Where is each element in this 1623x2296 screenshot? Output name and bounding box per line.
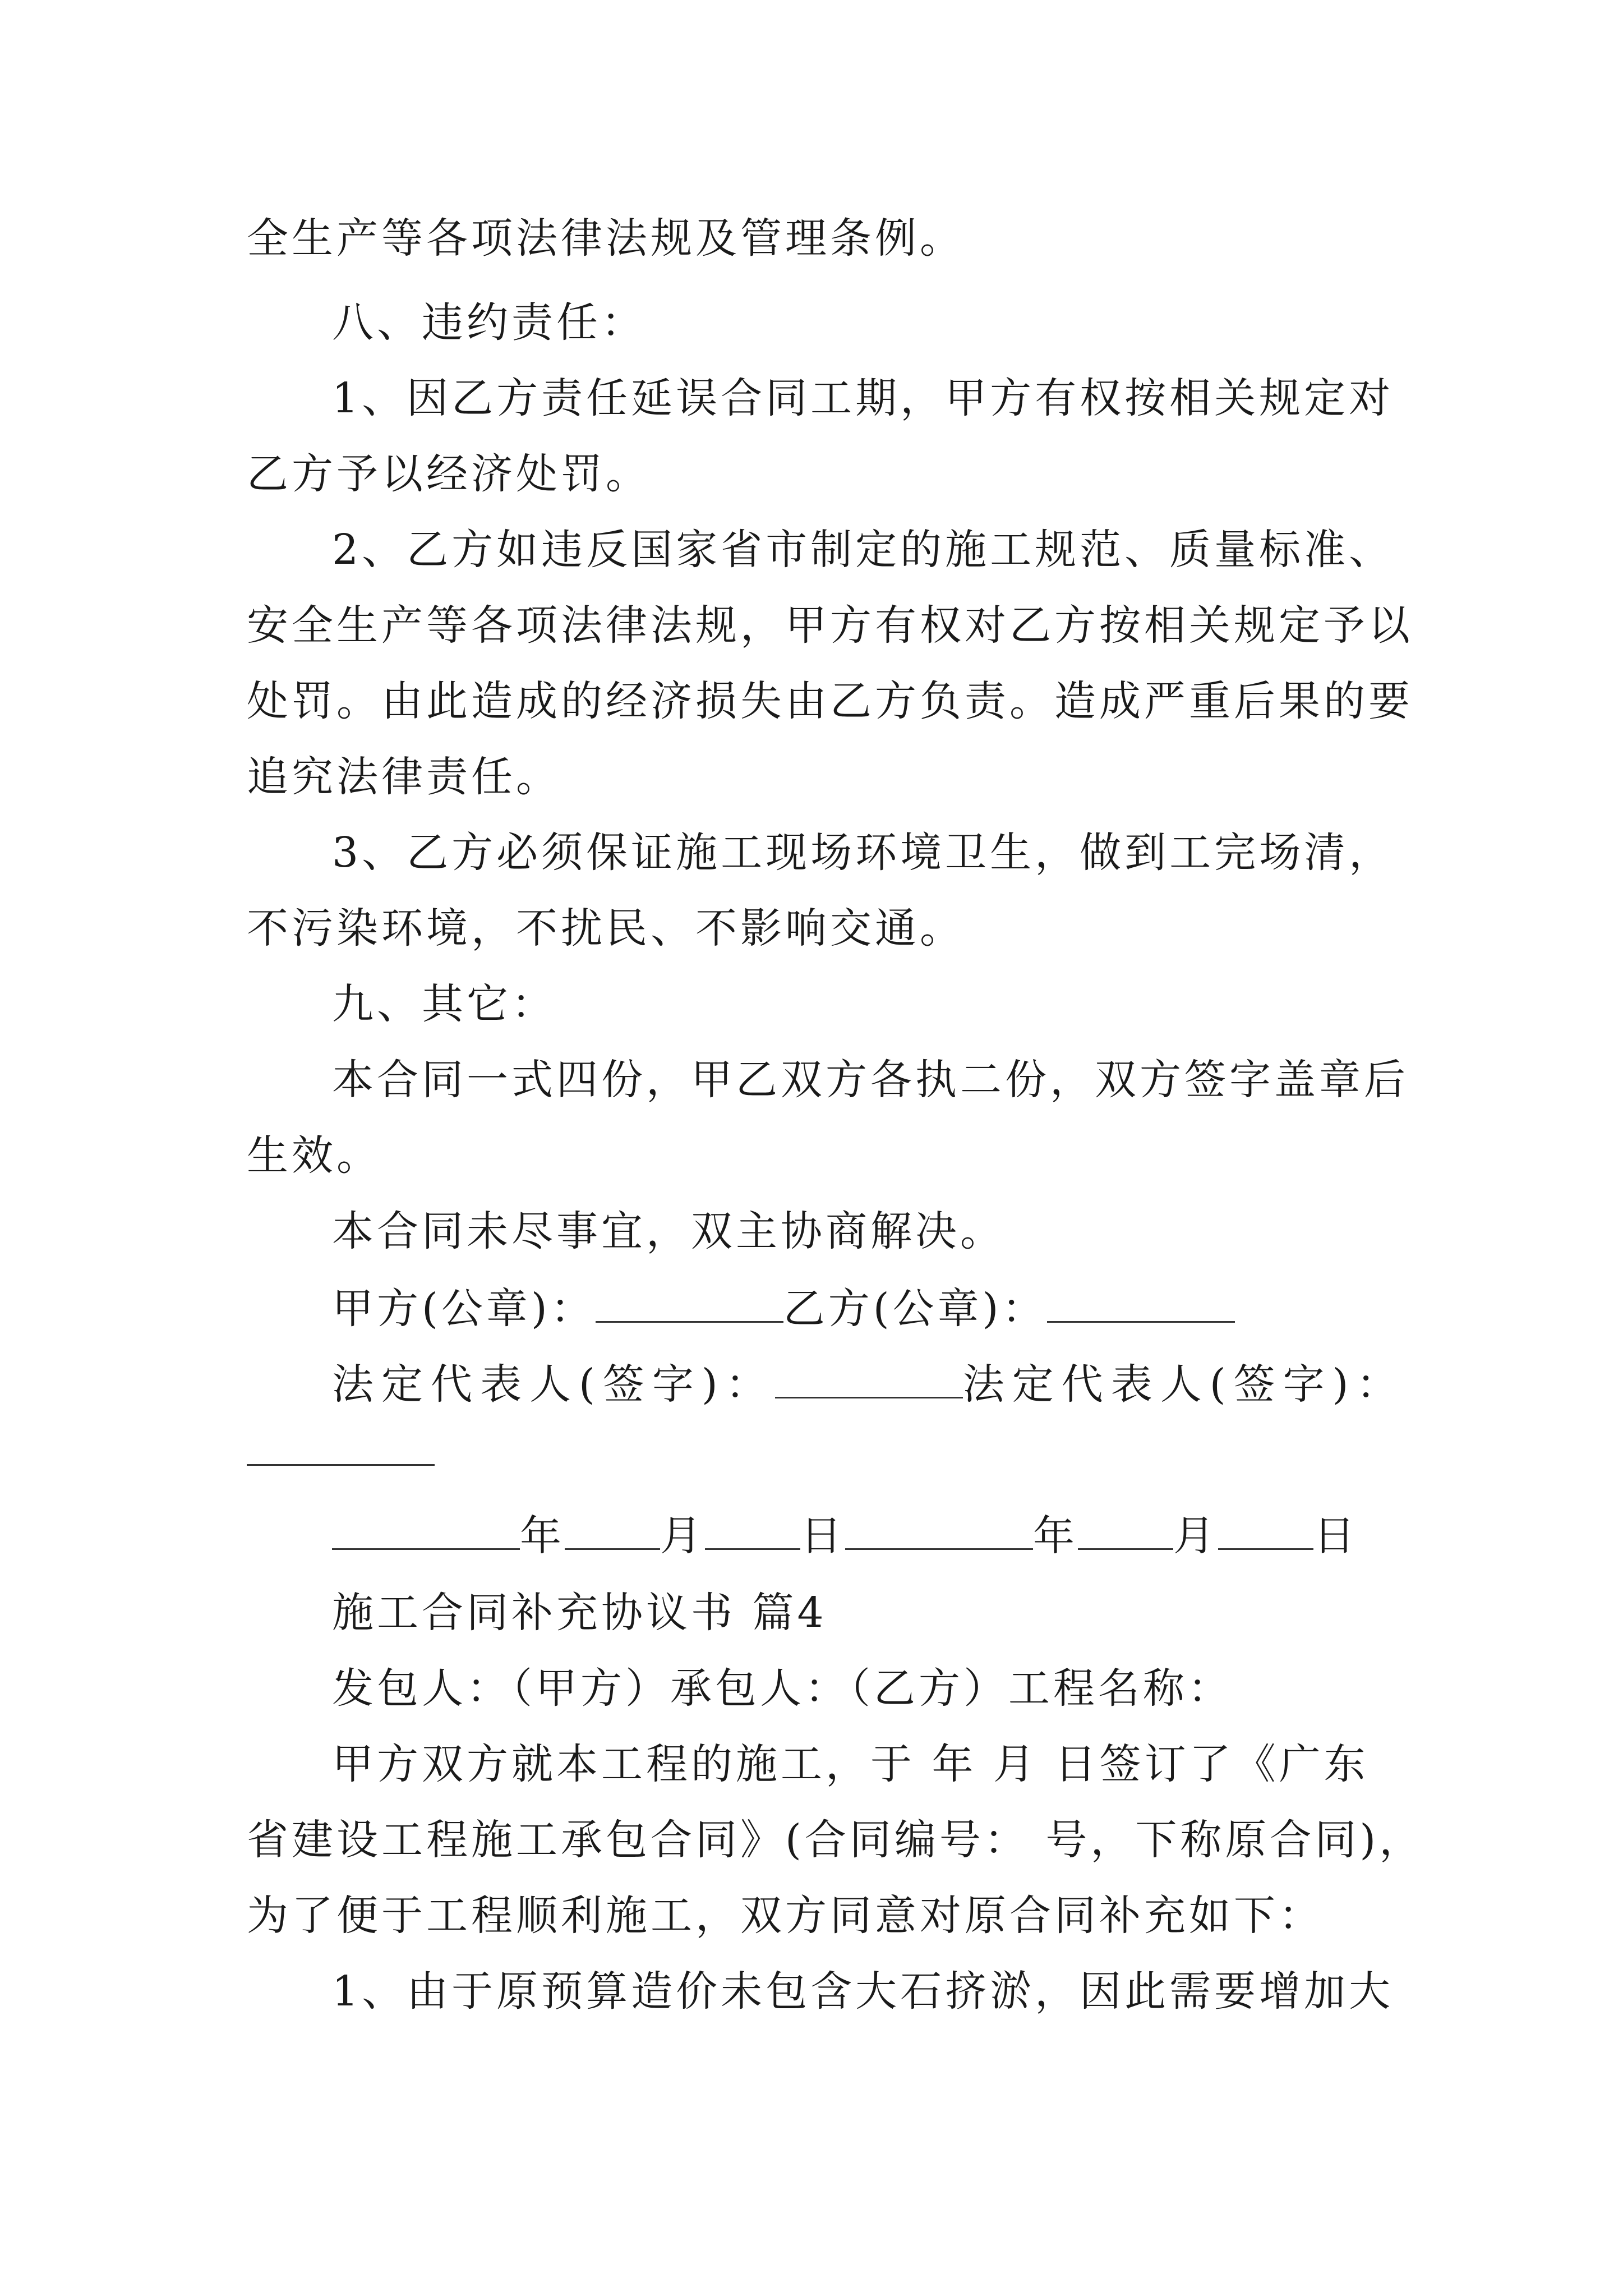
text-line: 本合同未尽事宜，双主协商解决。 [332, 1207, 1005, 1255]
text-line: 1、由于原预算造价未包含大石挤淤，因此需要增加大 [332, 1967, 1394, 2016]
text-line: 发包人：（甲方）承包人：（乙方）工程名称： [332, 1664, 1233, 1713]
party-b-rep-blank-line [247, 1425, 435, 1477]
date-line [332, 1509, 1358, 1561]
section-title: 施工合同补充协议书 篇4 [332, 1589, 827, 1637]
party-b-year-blank [845, 1509, 1033, 1550]
party-b-month-blank [1078, 1509, 1173, 1550]
text-line: 乙方予以经济处罚。 [247, 450, 651, 498]
section-heading-other: 九、其它： [332, 980, 556, 1028]
text-line: 省建设工程施工承包合同》(合同编号： 号，下称原合同)， [247, 1816, 1424, 1864]
text-line: 3、乙方必须保证施工现场环境卫生，做到工完场清， [332, 829, 1394, 877]
party-b-rep-label: 法定代表人(签字)： [962, 1360, 1406, 1409]
text-line: 2、乙方如违反国家省市制定的施工规范、质量标准、 [332, 526, 1394, 574]
party-b-day-blank [1218, 1509, 1313, 1550]
text-line: 全生产等各项法律法规及管理条例。 [247, 214, 965, 263]
party-a-rep-blank [775, 1358, 963, 1398]
party-a-year-blank [332, 1509, 520, 1550]
year-label: 年 [1033, 1512, 1078, 1560]
party-a-seal-blank [596, 1282, 783, 1323]
text-line: 处罚。由此造成的经济损失由乙方负责。造成严重后果的要 [247, 677, 1413, 725]
text-line: 安全生产等各项法律法规，甲方有权对乙方按相关规定予以 [247, 601, 1413, 650]
month-label: 月 [660, 1512, 705, 1560]
party-a-seal-label: 甲方(公章)： [332, 1285, 596, 1333]
text-line: 甲方双方就本工程的施工，于 年 月 日签订了《广东 [332, 1740, 1369, 1788]
text-line: 为了便于工程顺利施工，双方同意对原合同补充如下： [247, 1892, 1324, 1940]
party-b-seal-blank [1047, 1282, 1235, 1323]
text-line: 1、因乙方责任延误合同工期，甲方有权按相关规定对 [332, 374, 1394, 422]
representative-line [332, 1358, 1406, 1410]
day-label: 日 [1313, 1512, 1358, 1560]
day-label: 日 [800, 1512, 845, 1560]
party-a-month-blank [565, 1509, 660, 1550]
month-label: 月 [1173, 1512, 1218, 1560]
text-line: 生效。 [247, 1131, 381, 1180]
party-b-seal-label: 乙方(公章)： [783, 1285, 1047, 1333]
year-label: 年 [520, 1512, 565, 1560]
text-line: 不污染环境，不扰民、不影响交通。 [247, 904, 965, 953]
section-heading-breach: 八、违约责任： [332, 298, 646, 347]
seal-line [332, 1282, 1235, 1334]
text-line: 本合同一式四份，甲乙双方各执二份，双方签字盖章后 [332, 1056, 1409, 1104]
party-a-day-blank [705, 1509, 800, 1550]
text-line: 追究法律责任。 [247, 753, 561, 801]
party-b-rep-blank [247, 1425, 435, 1466]
party-a-rep-label: 法定代表人(签字)： [332, 1360, 775, 1409]
